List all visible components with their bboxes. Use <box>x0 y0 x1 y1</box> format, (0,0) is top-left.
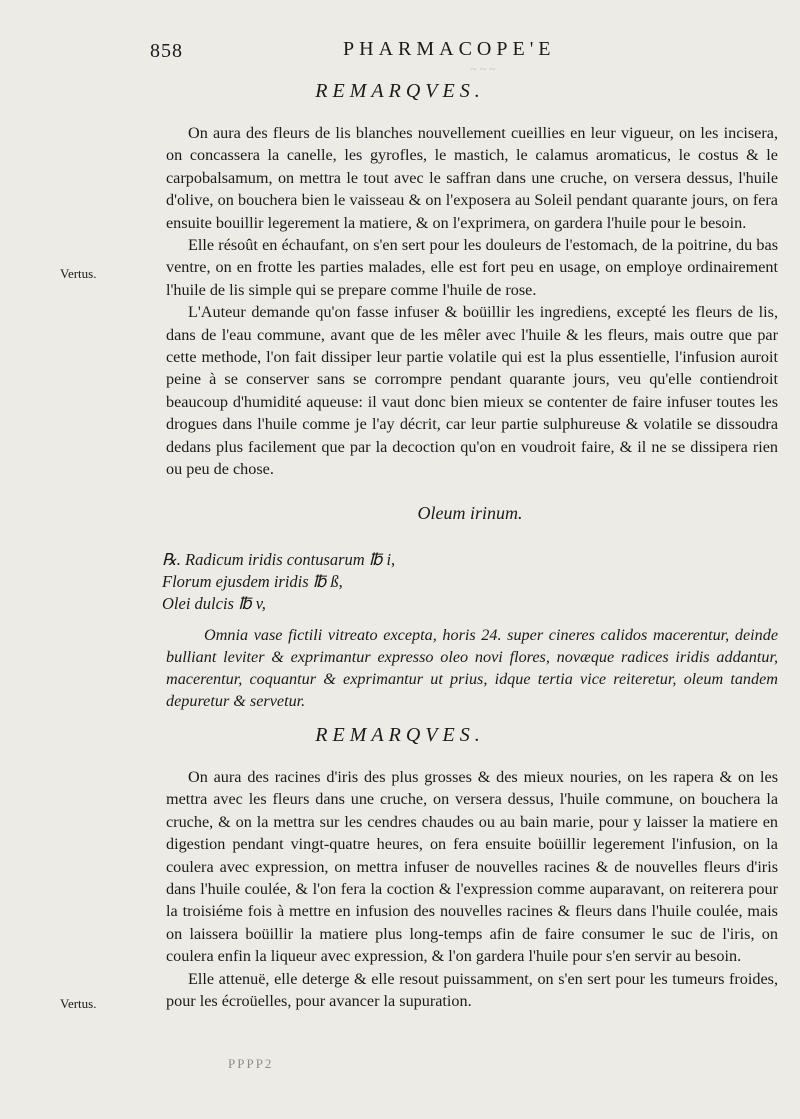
paragraph: Elle attenuë, elle deterge & elle resout puissamment, on s'en sert pour les tumeurs froides, pour les écroüelles, pour avancer la supuration. <box>166 969 778 1011</box>
ingredient-line: Olei dulcis ℔ v, <box>162 594 266 613</box>
page-number: 858 <box>150 40 183 62</box>
paragraph: On aura des fleurs de lis blanches nouvellement cueillies en leur vigueur, on les incisera, on concassera la canelle, les gyrofles, le mastich, le calamus aromaticus, le costus & le carpobalsamum, on mettra le tout avec le saffran dans une cruche, on versera dessus, l'huile d'olive, on bouchera bien le vaisseau & on l'exposera au Soleil pendant quarante jours, on fera ensuite bouillir legerement la matiere, & on l'exprimera, on gardera l'huile pour le besoin. <box>166 124 778 232</box>
recipe-title: Oleum irinum. <box>417 503 523 523</box>
margin-note-vertus: Vertus. <box>60 266 97 281</box>
signature-mark: PPPP2 <box>228 1056 274 1071</box>
paragraph: L'Auteur demande qu'on fasse infuser & boüillir les ingrediens, excepté les fleurs de lis, dans de l'eau commune, avant que de les mêler avec l'huile & les fleurs, mais outre que par cette methode, l'on fait dissiper leur partie volatile qui est la plus essentielle, l'infusion auroit peine à se conserver sans se corrompre pendant quarante jours, veu qu'elle contiendroit beaucoup d'humidité aqueuse: il vaut donc bien mieux se contenter de faire infuser toutes les drogues dans l'huile comme je l'ay décrit, car leur partie sulphureuse & volatile se dissoudra dedans plus facilement que par la decoction qu'on en voudroit faire, & il ne se dissipera rien ou peu de chose. <box>166 303 778 479</box>
paragraph: Elle résoût en échaufant, on s'en sert pour les douleurs de l'estomach, de la poitrine, du bas ventre, on en frotte les parties malades, elle est fort peu en usage, on employe ordinairement l'huile de lis simple qui se prepare comme l'huile de rose. <box>166 236 778 299</box>
section-heading: REMARQVES. <box>315 80 485 102</box>
recipe-ingredients <box>162 549 395 615</box>
ingredient-line: Florum ejusdem iridis ℔ ß, <box>162 572 343 591</box>
section1-text <box>166 122 778 481</box>
section2-text <box>166 766 778 1012</box>
paragraph: On aura des racines d'iris des plus grosses & des mieux nouries, on les rapera & on les mettra avec les fleurs dans une cruche, on versera dessus, l'huile commune, on bouchera la cruche, & on la mettra sur les cendres chaudes ou au bain marie, pour y laisser la matiere en digestion pendant vingt-quatre heures, on fera ensuite boüillir legerement l'infusion, on la coulera avec expression, on mettra infuser de nouvelles racines & de nouvelles fleurs d'iris dans l'huile coulée, & l'on fera la coction & l'expression comme auparavant, on reiterera pour la troisiéme fois à mettre en infusion des nouvelles racines & fleurs dans l'huile coulée, mais on laissera boüillir la matiere plus long-temps afin de faire consumer le suc de l'iris, on coulera enfin la liqueur avec expression, & l'on gardera l'huile pour s'en servir au besoin. <box>166 768 778 966</box>
margin-note-vertus: Vertus. <box>60 996 97 1011</box>
section-heading: REMARQVES. <box>315 724 485 746</box>
recipe-instructions <box>166 624 778 712</box>
ingredient-line: ℞. Radicum iridis contusarum ℔ i, <box>162 550 396 569</box>
running-title: PHARMACOPE'E <box>343 38 556 60</box>
bleed-through: ~ ~ ~ <box>470 62 496 76</box>
paragraph: Omnia vase fictili vitreato excepta, horis 24. super cineres calidos macerentur, deinde bulliant leviter & exprimantur expresso oleo novi flores, novæque radices iridis addantur, macerentur, coquantur & exprimantur ut prius, idque tertia vice reiteretur, oleum tandem depuretur & servetur. <box>166 626 778 710</box>
